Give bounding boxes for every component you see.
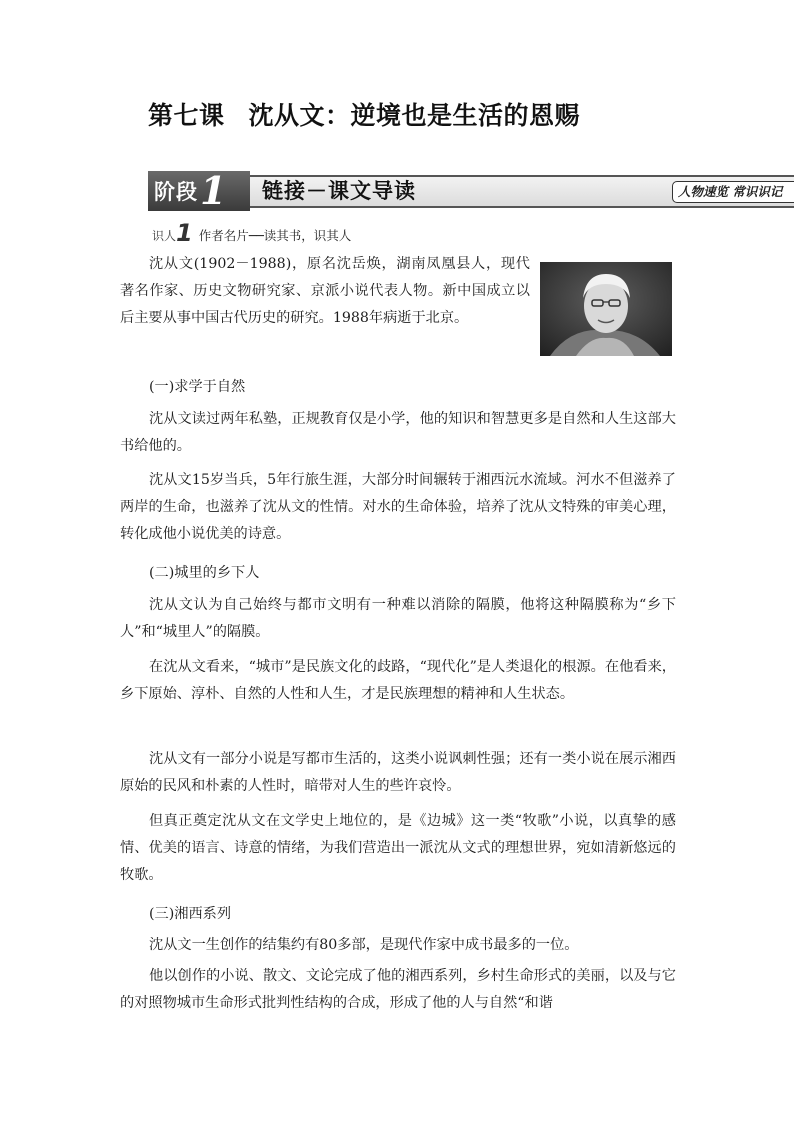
intro-paragraph: 沈从文(1902－1988)，原名沈岳焕，湖南凤凰县人，现代著名作家、历史文物研究家、京派小说代表人物。新中国成立以后主要从事中国古代历史的研究。1988年病逝于北京。: [120, 256, 530, 326]
body-paragraph: 沈从文认为自己始终与都市文明有一种难以消除的隔膜，他将这种隔膜称为“乡下人”和“城里人”的隔膜。: [120, 597, 676, 640]
body-paragraph: 在沈从文看来，“城市”是民族文化的歧路，“现代化”是人类退化的根源。在他看来，乡下原始、淳朴、自然的人性和人生，才是民族理想的精神和人生状态。: [120, 659, 676, 702]
body-paragraph: 他以创作的小说、散文、文论完成了他的湘西系列，乡村生命形式的美丽，以及与它的对照物城市生命形式批判性结构的合成，形成了他的人与自然“和谐: [120, 968, 676, 1011]
section-heading: (二)城里的乡下人: [149, 565, 260, 581]
stage-word: 阶段: [154, 180, 198, 204]
know-person-number: 1: [176, 219, 193, 247]
stage-number: 1: [200, 168, 227, 213]
stage-heading: 链接－课文导读: [262, 179, 416, 203]
stage-tag: 人物速览 常识识记: [672, 181, 794, 203]
know-person-text: 作者名片──读其书，识其人: [198, 228, 352, 243]
portrait-image: [540, 262, 672, 356]
body-paragraph: 沈从文一生创作的结集约有80多部，是现代作家中成书最多的一位。: [149, 937, 579, 953]
know-person-prefix: 识人: [152, 229, 177, 243]
lesson-number: 第七课: [148, 101, 225, 130]
body-paragraph: 沈从文15岁当兵，5年行旅生涯，大部分时间辗转于湘西沅水流域。河水不但滋养了两岸的生命，也滋养了沈从文的性情。对水的生命体验，培养了沈从文特殊的审美心理，转化成他小说优美的诗意。: [120, 472, 676, 542]
stage-badge: [148, 168, 250, 213]
page-title: [148, 96, 580, 132]
section-heading: (一)求学于自然: [149, 379, 246, 395]
body-paragraph: 但真正奠定沈从文在文学史上地位的，是《边城》这一类“牧歌”小说，以真挚的感情、优美的语言、诗意的情绪，为我们营造出一派沈从文式的理想世界，宛如清新悠远的牧歌。: [120, 813, 676, 883]
author-portrait: [540, 262, 672, 356]
section-heading: (三)湘西系列: [149, 906, 232, 922]
body-paragraph: 沈从文读过两年私塾，正规教育仅是小学，他的知识和智慧更多是自然和人生这部大书给他的。: [120, 411, 676, 454]
lesson-title: 沈从文：逆境也是生活的恩赐: [248, 101, 581, 130]
body-paragraph: 沈从文有一部分小说是写都市生活的，这类小说讽刺性强；还有一类小说在展示湘西原始的民风和朴素的人性时，暗带对人生的些许哀怜。: [120, 751, 676, 794]
know-person-label: [152, 218, 352, 247]
